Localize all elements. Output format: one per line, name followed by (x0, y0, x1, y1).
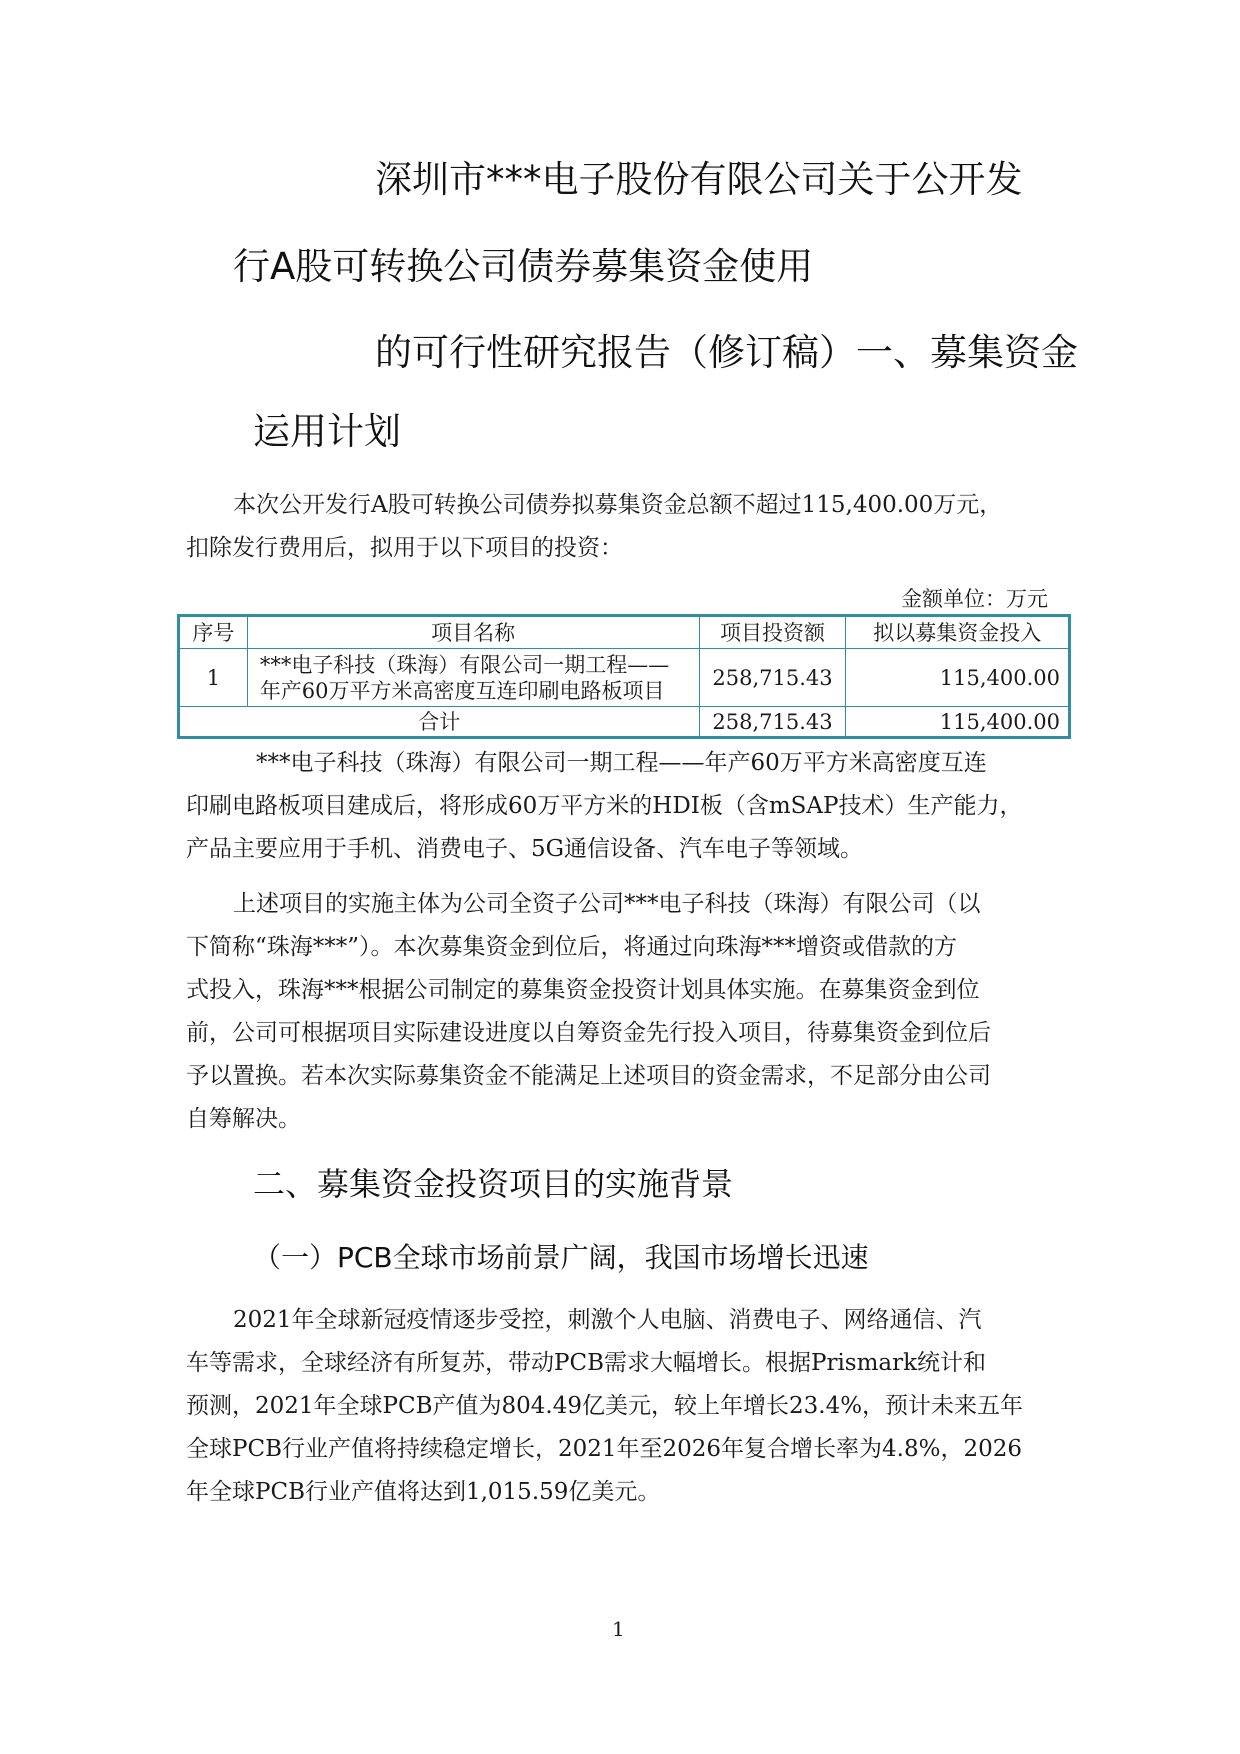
para1-line-1: ***电子科技（珠海）有限公司一期工程——年产60万平方米高密度互连 (256, 750, 987, 776)
subsection-1-heading: （一）PCB全球市场前景广阔，我国市场增长迅速 (253, 1241, 869, 1274)
header-raised-funds: 拟以募集资金投入 (846, 616, 1070, 649)
table-total-row (179, 707, 1070, 738)
para1-line-2: 印刷电路板项目建成后，将形成60万平方米的HDI板（含mSAP技术）生产能力， (186, 793, 1023, 819)
implementation-paragraph (186, 883, 991, 1141)
intro-paragraph (186, 484, 1002, 570)
para2-line-5: 予以置换。若本次实际募集资金不能满足上述项目的资金需求，不足部分由公司 (186, 1063, 991, 1089)
para3-line-2: 车等需求，全球经济有所复苏，带动PCB需求大幅增长。根据Prismark统计和 (186, 1350, 987, 1376)
para2-line-3: 式投入，珠海***根据公司制定的募集资金投资计划具体实施。在募集资金到位 (186, 977, 980, 1003)
header-investment: 项目投资额 (699, 616, 846, 649)
title-line-3: 的可行性研究报告（修订稿）一、募集资金 (375, 331, 1078, 374)
para2-line-1: 上述项目的实施主体为公司全资子公司***电子科技（珠海）有限公司（以 (233, 891, 981, 917)
para3-line-5: 年全球PCB行业产值将达到1,015.59亿美元。 (186, 1479, 661, 1505)
section-2-heading: 二、募集资金投资项目的实施背景 (253, 1165, 734, 1203)
row-no: 1 (179, 649, 248, 707)
title-line-4: 运用计划 (253, 410, 401, 453)
para2-line-2: 下简称“珠海***”）。本次募集资金到位后，将通过向珠海***增资或借款的方 (186, 934, 958, 960)
para1-line-3: 产品主要应用于手机、消费电子、5G通信设备、汽车电子等领域。 (186, 836, 864, 862)
header-no: 序号 (179, 616, 248, 649)
row-investment: 258,715.43 (699, 649, 846, 707)
header-project-name: 项目名称 (247, 616, 699, 649)
title-line-2: 行A股可转换公司债券募集资金使用 (233, 245, 814, 288)
table-header-row (179, 616, 1070, 649)
para2-line-4: 前，公司可根据项目实际建设进度以自筹资金先行投入项目，待募集资金到位后 (186, 1020, 991, 1046)
title-line-1: 深圳市***电子股份有限公司关于公开发 (375, 158, 1023, 201)
row-project-name (247, 649, 699, 707)
row-project-name-line-1: ***电子科技（珠海）有限公司一期工程—— (259, 652, 670, 677)
total-investment: 258,715.43 (699, 707, 846, 738)
fund-usage-table (177, 614, 1071, 739)
market-background-paragraph (186, 1299, 1023, 1514)
intro-line-1: 本次公开发行A股可转换公司债券拟募集资金总额不超过115,400.00万元， (233, 492, 1003, 518)
row-raised-funds: 115,400.00 (846, 649, 1070, 707)
para3-line-3: 预测，2021年全球PCB产值为804.49亿美元，较上年增长23.4%，预计未来五年 (186, 1393, 1024, 1419)
intro-line-2: 扣除发行费用后，拟用于以下项目的投资： (186, 535, 623, 561)
para2-line-6: 自筹解决。 (186, 1106, 301, 1132)
row-project-name-line-2: 年产60万平方米高密度互连印刷电路板项目 (259, 678, 665, 703)
project-description-paragraph (186, 742, 1023, 871)
para3-line-4: 全球PCB行业产值将持续稳定增长，2021年至2026年复合增长率为4.8%，2026 (186, 1436, 1023, 1462)
para3-line-1: 2021年全球新冠疫情逐步受控，刺激个人电脑、消费电子、网络通信、汽 (233, 1307, 982, 1333)
table-row (179, 649, 1070, 707)
page-number: 1 (612, 1617, 625, 1641)
amount-unit-note: 金额单位：万元 (901, 587, 1048, 611)
total-raised-funds: 115,400.00 (846, 707, 1070, 738)
total-label: 合计 (179, 707, 700, 738)
